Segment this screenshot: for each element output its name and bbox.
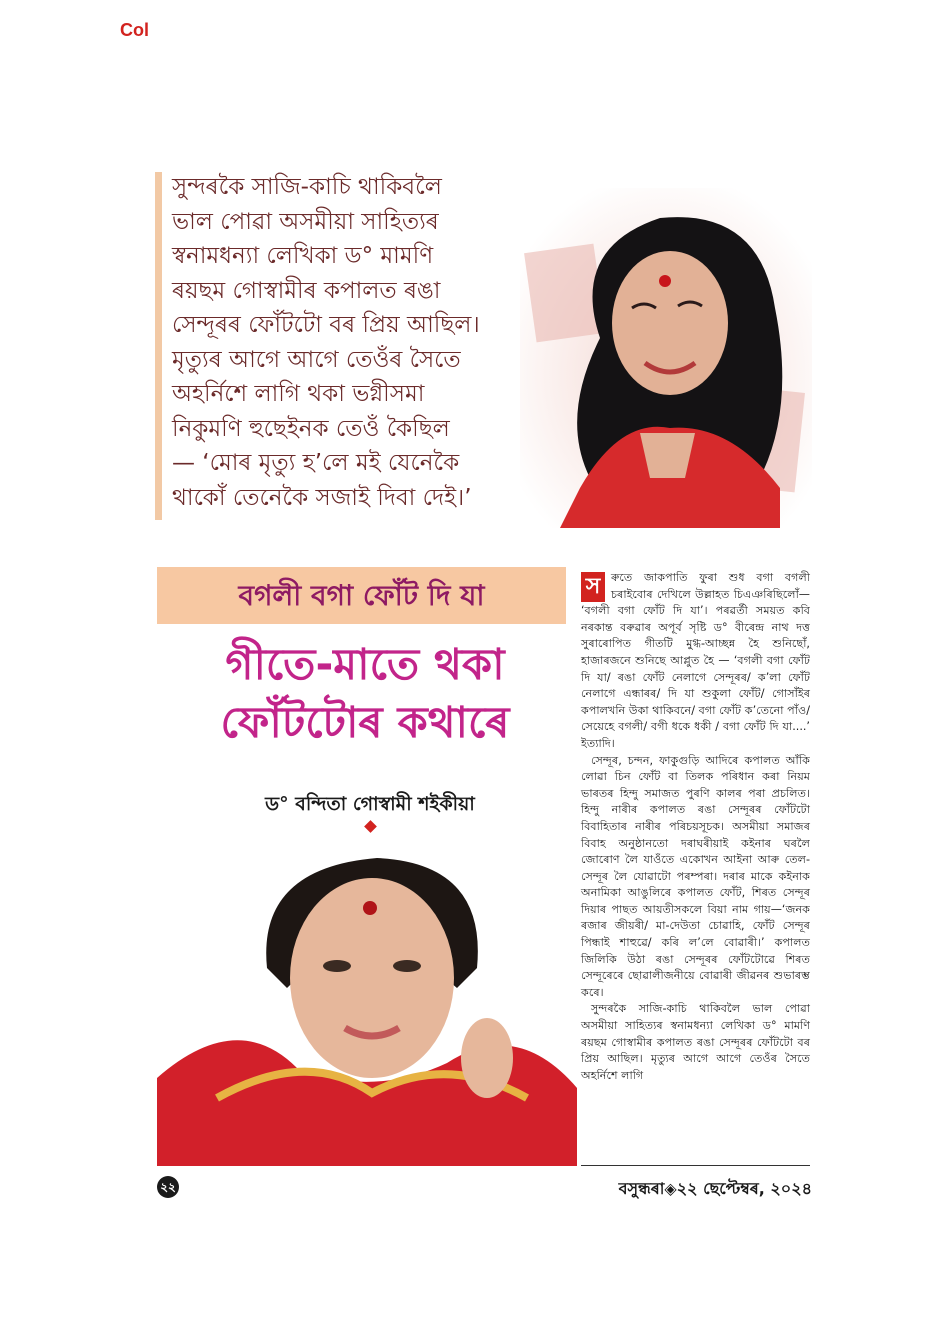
author-byline: ড° বন্দিতা গোস্বামী শইকীয়া (265, 793, 475, 815)
woman-bindi-photo (157, 848, 577, 1166)
pull-quote-line: — ‘মোৰ মৃত্যু হ’লে মই যেনেকৈ (172, 450, 460, 476)
drop-cap: স (581, 572, 605, 602)
kicker-text: বগলী বগা ফোঁট দি যা (238, 579, 485, 612)
article-paragraph: সুন্দৰকৈ সাজি-কাচি থাকিবলৈ ভাল পোৱা অসমীয়া সাহিত্যৰ স্বনামধন্যা লেখিকা ড° মামণি ৰয়ছম গোস্বামীৰ কপালত ৰঙা সেন্দূৰৰ ফোঁটটো বৰ প্ৰিয় আছিল। মৃত্যুৰ আগে আগে তেওঁৰ সৈতে অহৰ্নিশে লাগি (581, 1002, 810, 1082)
article-paragraph (581, 570, 810, 753)
pull-quote-line: স্বনামধন্যা লেখিকা ড° মামণি (172, 243, 434, 269)
pull-quote-line: সুন্দৰকৈ সাজি-কাচি থাকিবলৈ (172, 174, 442, 200)
column-tag: Col (120, 20, 149, 40)
article-body (581, 570, 810, 1084)
pull-quote-line: নিকুমণি হুছেইনক তেওঁ কৈছিল (172, 415, 450, 442)
writer-portrait-image (520, 188, 812, 528)
pull-quote-line: অহৰ্নিশে লাগি থকা ভগ্নীসমা (172, 381, 425, 407)
publication-name: বসুন্ধৰা (618, 1179, 665, 1198)
issue-date: ২২ ছেপ্টেম্বৰ, ২০২৪ (676, 1179, 812, 1198)
article-paragraph: সেন্দূৰ, চন্দন, ফাকুগুড়ি আদিৰে কপালত আঁকি লোৱা চিন ফোঁট বা তিলক পৰিধান কৰা নিয়ম ভাৰতৰ হিন্দু সমাজত পুৰণি কালৰ পৰা প্ৰচলিত। হিন্দু নাৰীৰ কপালত ৰঙা সেন্দূৰৰ ফোঁটটো বিবাহিতাৰ নাৰীৰ পৰিচয়সূচক। অসমীয়া সমাজৰ বিবাহ অনুষ্ঠানতো দৰাঘৰীয়াই কইনাৰ ঘৰলৈ জোৰোণ লৈ যাওঁতে একোখন আইনা আৰু তেল-সেন্দূৰ লৈ যোৱাটো পৰম্পৰা। দৰাৰ মাকে কইনাক অনামিকা আঙুলিৰে কপালত ফোঁট, শিৰত সেন্দূৰ দিয়াৰ পাছত আয়তীসকলে বিয়া নাম গায়—‘জনক ৰজাৰ জীয়ৰী/ মা-দেউতা চোৱাহি, ফোঁট সেন্দূৰ পিন্ধাই শাহুৱে/ কৰি ল’লে বোৱাৰী।’ কপালত জিলিকি উঠা ৰঙা সেন্দূৰৰ ফোঁটটোৱে শিৰত সেন্দূৰেৰে ছোৱালীজনীয়ে বোৱাৰী জীৱনৰ শুভাৰম্ভ কৰে। (581, 753, 810, 999)
pull-quote-line: সেন্দূৰৰ ফোঁটটো বৰ প্ৰিয় আছিল। (172, 312, 480, 338)
page-number: ২২ (157, 1176, 179, 1198)
paragraph-text: ৰুতে জাকপাতি ফুৰা শুধ বগা বগলী চৰাইবোৰ দেখিলে উল্লাহত চিএঞৰিছিলোঁ— ‘বগলী বগা ফোঁট দি যা’। পৰৱৰ্তী সময়ত কবি নৰকান্ত বৰুৱাৰ অপূৰ্ব সৃষ্টি ড° বীৰেন্দ্ৰ নাথ দত্ত সুৰাৰোপিত গীতটি মুগ্ধ-আচ্ছন্ন হৈ শুনিছোঁ, হাজাৰজনে শুনিছে আপ্লুত হৈ — ‘বগলী বগা ফোঁট দি যা/ ৰঙা ফোঁট নেলাগে সেন্দূৰৰ/ ক’লা ফোঁট নেলাগে এন্ধাৰৰ/ দি যা শুকুলা ফোঁট/ গোসাঁইৰ কপালখনি উকা থাকিবনে/ বগা ফোঁট ক’তেনো পাঁও/ সেয়েহে বগলী/ বগী ধকে ধকী / বগা ফোঁট দি যা....’ ইত্যাদি। (581, 571, 810, 750)
title-line: ফোঁটটোৰ কথাৰে (220, 698, 510, 748)
pull-quote (172, 170, 552, 515)
quote-accent-bar (155, 172, 162, 520)
pull-quote-line: মৃত্যুৰ আগে আগে তেওঁৰ সৈতে (172, 346, 461, 373)
separator-ornament-icon: ◈ (664, 1179, 677, 1198)
diamond-ornament-icon (364, 820, 377, 833)
publication-footer (560, 1176, 812, 1203)
title-line: গীতে-মাতে থকা (225, 640, 505, 690)
column-bottom-rule (581, 1165, 810, 1166)
pull-quote-line: থাকোঁ তেনেকৈ সজাই দিবা দেই।’ (172, 484, 472, 511)
pull-quote-line: ৰয়ছম গোস্বামীৰ কপালত ৰঙা (172, 277, 441, 304)
pull-quote-line: ভাল পোৱা অসমীয়া সাহিত্যৰ (172, 208, 439, 235)
article-title (150, 636, 580, 752)
